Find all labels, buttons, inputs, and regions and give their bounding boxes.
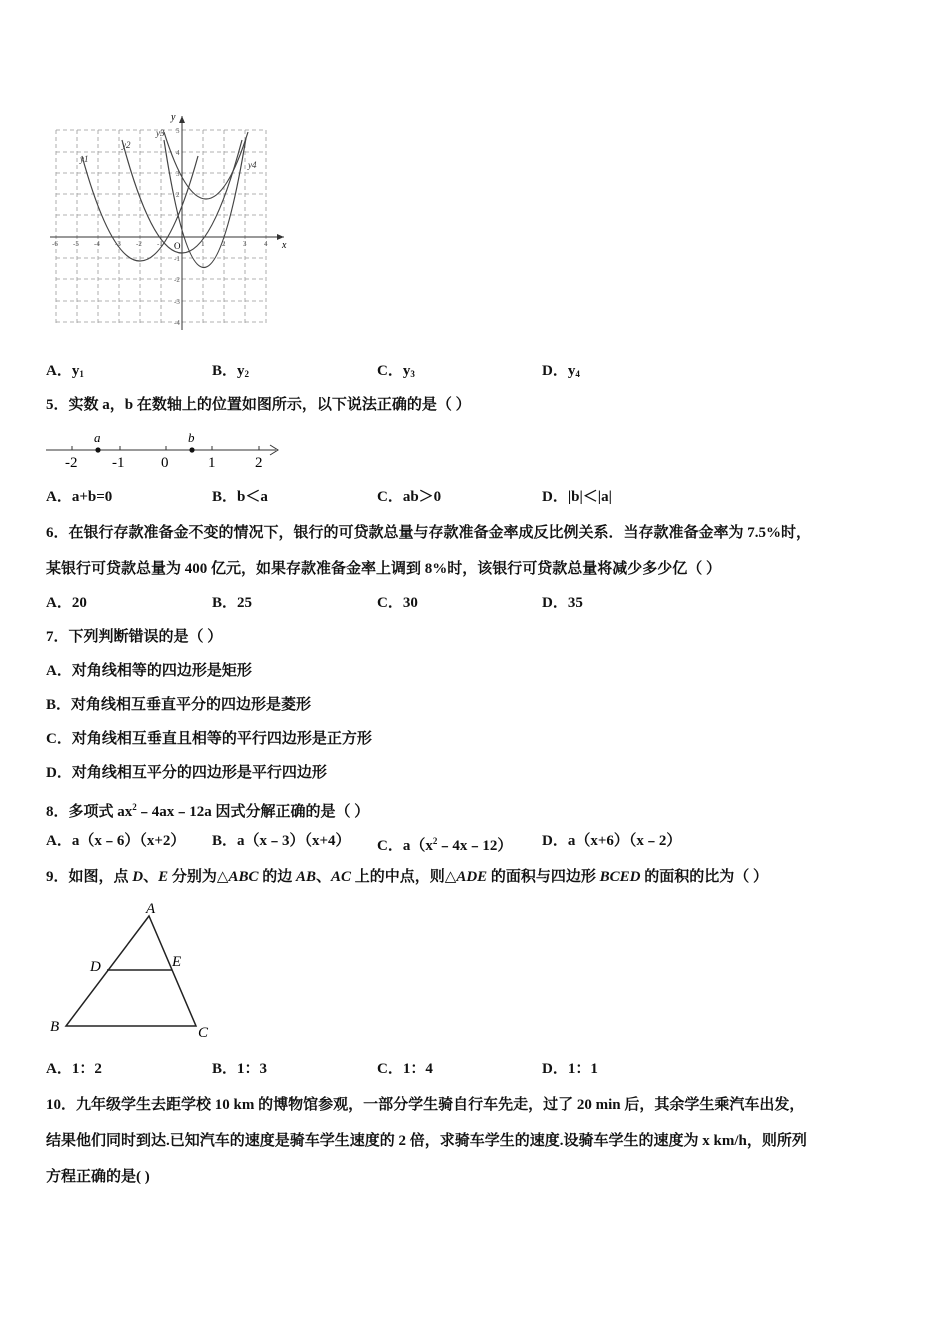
q6-option-d[interactable]: D．35 [542,595,583,611]
y-tick-label: -2 [174,276,180,284]
number-line-label: -1 [112,455,125,471]
curve-y3 [164,132,248,199]
q4-option-c[interactable]: C．$y_3$ [377,363,415,379]
q10-stem-line3: 方程正确的是( ) [46,1169,150,1185]
q9-option-b[interactable]: B．1：3 [212,1061,268,1077]
q6-option-b[interactable]: B．25 [212,595,253,611]
point-d-label: D [90,959,101,975]
q10-stem-line1: 10．九年级学生去距学校 10 km 的博物馆参观，一部分学生骑自行车先走，过了 20 min 后，其余学生乘汽车出发， [46,1097,805,1113]
origin-label: O [174,241,181,251]
curve-label-y4: y4 [248,160,257,170]
point-b [189,447,194,452]
q4-option-a[interactable]: A．$y_1$ [46,363,84,379]
point-a-label: a [94,430,101,445]
q8-option-b[interactable]: B．a（x﹣3）（x+4） [212,833,351,849]
q8-stem: 8．多项式 $ax^2﹣4ax﹣12a$ 因式分解正确的是（ ） [46,802,370,820]
q4-option-d[interactable]: D．$y_4$ [542,363,580,379]
point-a [95,447,100,452]
q6-option-a[interactable]: A．20 [46,595,87,611]
q7-option-b[interactable]: B．对角线相互垂直平分的四边形是菱形 [46,697,312,713]
q5-option-c[interactable]: C．ab＞0 [377,489,442,505]
q9-option-a[interactable]: A．1：2 [46,1061,102,1077]
x-tick-label: 2 [222,240,226,248]
q9-option-c[interactable]: C．1：4 [377,1061,433,1077]
triangle-abc [66,916,196,1026]
q6-option-c[interactable]: C．30 [377,595,418,611]
x-tick-label: 4 [264,240,268,248]
q9-stem: 9．如图，点 D、E 分别为△ABC 的边 AB、AC 上的中点，则△ADE 的面积与四边形 BCED 的面积的比为（ ） [46,869,769,885]
q8-option-d[interactable]: D．a（x+6）（x﹣2） [542,833,682,849]
triangle-figure [44,898,224,1046]
number-line [44,428,284,472]
y-tick-label: -1 [174,255,180,263]
x-tick-label: -1 [157,240,163,248]
y-tick-label: 1 [176,212,180,220]
number-line-label: 0 [161,455,169,471]
number-line-label: -2 [65,455,78,471]
vertex-c-label: C [198,1025,209,1041]
q10-stem-line2: 结果他们同时到达.已知汽车的速度是骑车学生速度的 2 倍，求骑车学生的速度.设骑车学生的速度为 x km/h，则所列 [46,1133,807,1149]
y-tick-label: -3 [174,298,180,306]
parabola-graph [44,108,294,338]
curve-label-y2: y2 [122,140,131,150]
q7-option-a[interactable]: A．对角线相等的四边形是矩形 [46,663,252,679]
q5-stem: 5．实数 a，b 在数轴上的位置如图所示，以下说法正确的是（ ） [46,397,471,413]
q7-stem: 7．下列判断错误的是（ ） [46,629,223,645]
vertex-a-label: A [146,901,156,917]
q8-option-c[interactable]: C．$a(x^2﹣4x﹣12)$ [377,836,513,854]
q4-option-b[interactable]: B．$y_2$ [212,363,250,379]
q8-option-a[interactable]: A．a（x﹣6）（x+2） [46,833,186,849]
vertex-b-label: B [50,1019,60,1035]
number-line-label: 2 [255,455,263,471]
y-tick-label: 4 [176,149,180,157]
x-tick-label: -3 [115,240,121,248]
x-tick-label: 3 [243,240,247,248]
x-axis-label: x [282,240,287,251]
q5-option-a[interactable]: A．a+b=0 [46,489,113,505]
y-axis-label: y [171,112,176,123]
y-tick-label: 5 [176,127,180,135]
curve-label-y3: y3 [156,128,165,138]
x-tick-label: -2 [136,240,142,248]
point-e-label: E [172,954,182,970]
q7-option-d[interactable]: D．对角线相互平分的四边形是平行四边形 [46,765,327,781]
q6-stem-line1: 6．在银行存款准备金不变的情况下，银行的可贷款总量与存款准备金率成反比例关系．当存款准备金率为 7.5%时， [46,525,812,541]
x-tick-label: -5 [73,240,79,248]
y-tick-label: 2 [176,191,180,199]
point-b-label: b [188,430,195,445]
curve-label-y1: y1 [80,154,89,164]
number-line-label: 1 [208,455,216,471]
x-tick-label: -4 [94,240,100,248]
q5-option-b[interactable]: B．b＜a [212,489,268,505]
q6-stem-line2: 某银行可贷款总量为 400 亿元，如果存款准备金率上调到 8%时，该银行可贷款总量将减少多少亿（ ） [46,561,722,577]
y-tick-label: 3 [176,170,180,178]
q9-option-d[interactable]: D．1：1 [542,1061,598,1077]
y-tick-label: -4 [174,319,180,327]
q5-option-d[interactable]: D．|b|＜|a| [542,489,612,505]
x-tick-label: 1 [201,240,205,248]
q7-option-c[interactable]: C．对角线相互垂直且相等的平行四边形是正方形 [46,731,372,747]
x-tick-label: -6 [52,240,58,248]
